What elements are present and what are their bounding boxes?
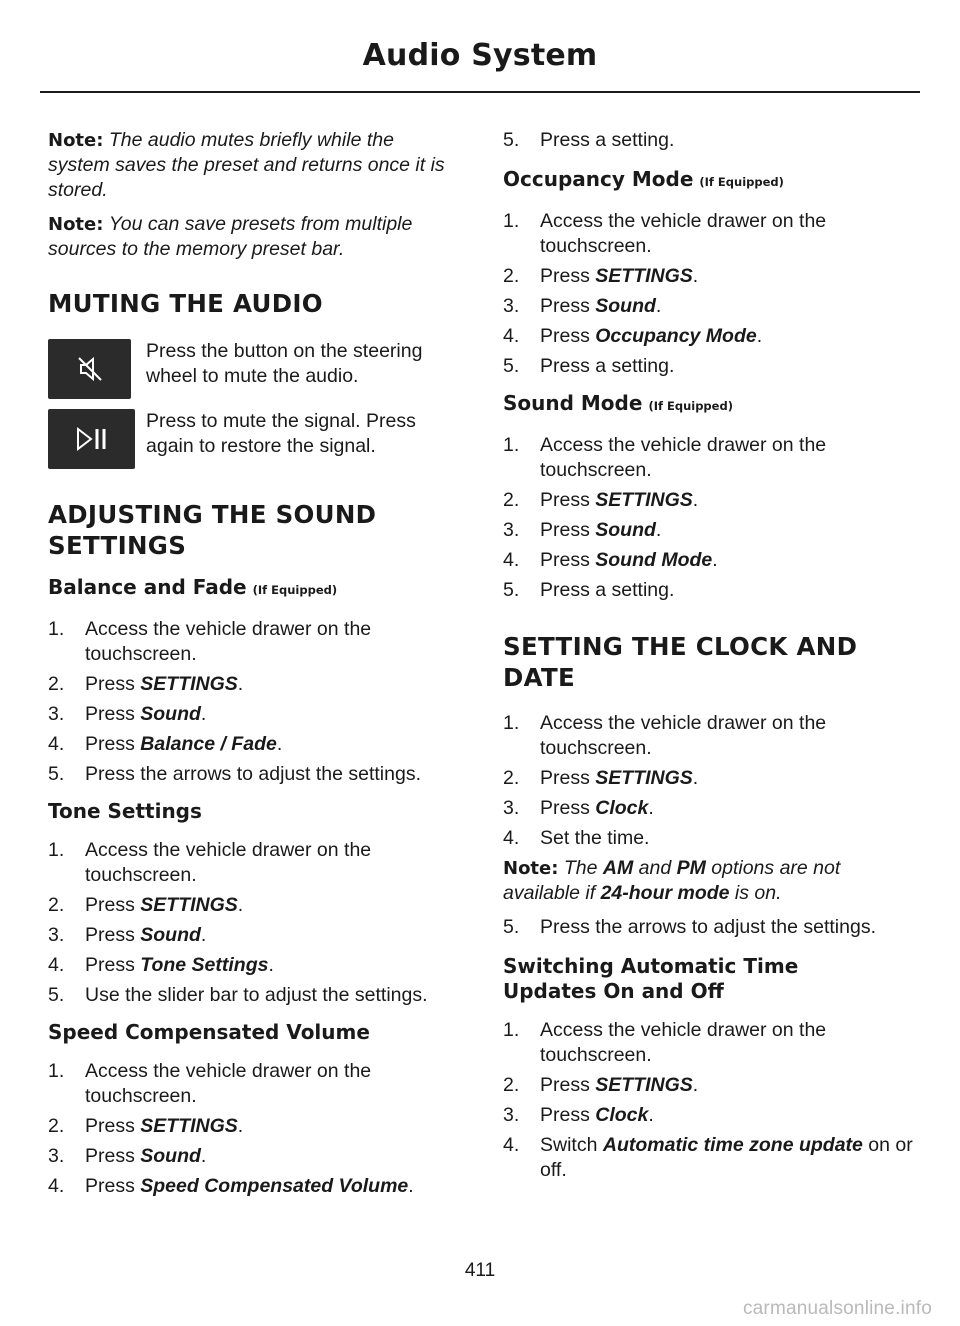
step-emphasis: SETTINGS bbox=[595, 489, 693, 511]
step-number: 5. bbox=[503, 129, 520, 151]
note-text: You can save presets from multiple sources to the memory preset bar. bbox=[48, 213, 413, 260]
step-text: Press bbox=[540, 265, 596, 287]
step-text: Press a setting. bbox=[540, 355, 675, 377]
step-number: 3. bbox=[48, 703, 65, 725]
step-text: Press bbox=[85, 924, 141, 946]
step-number: 5. bbox=[503, 579, 520, 601]
list-item bbox=[503, 1103, 915, 1128]
step-text: Press bbox=[85, 894, 141, 916]
list-item bbox=[503, 1073, 915, 1098]
left-column bbox=[48, 128, 460, 1204]
step-number: 1. bbox=[48, 1060, 65, 1082]
list-item bbox=[48, 983, 460, 1008]
list-item bbox=[48, 732, 460, 757]
step-suffix: . bbox=[237, 894, 244, 916]
heading-muting-audio: MUTING THE AUDIO bbox=[48, 289, 323, 318]
step-number: 4. bbox=[48, 1175, 65, 1197]
step-emphasis: Clock bbox=[595, 1104, 649, 1126]
list-item bbox=[503, 711, 915, 761]
list-item bbox=[503, 826, 915, 851]
note-preset-mute bbox=[48, 128, 460, 203]
step-text: Press bbox=[85, 703, 141, 725]
step-number: 4. bbox=[503, 325, 520, 347]
soundmode-steps bbox=[503, 433, 915, 603]
subheading-speed-compensated: Speed Compensated Volume bbox=[48, 1020, 370, 1044]
step-text: Press bbox=[85, 1145, 141, 1167]
step-text: Use the slider bar to adjust the settings. bbox=[85, 984, 428, 1006]
step-emphasis: Sound bbox=[140, 703, 201, 725]
occupancy-steps bbox=[503, 209, 915, 379]
note-text: and bbox=[633, 857, 677, 879]
step-number: 2. bbox=[503, 767, 520, 789]
list-item bbox=[503, 1133, 915, 1183]
step-emphasis: Automatic time zone update bbox=[602, 1134, 863, 1156]
subheading-automatic-time: Switching Automatic Time Updates On and Off bbox=[503, 954, 799, 1003]
step-suffix: . bbox=[237, 1115, 244, 1137]
mute-steering-text: Press the button on the steering wheel to mute the audio. bbox=[146, 340, 423, 387]
right-column bbox=[503, 128, 915, 1188]
list-item bbox=[48, 953, 460, 978]
step-text: Press bbox=[540, 1104, 596, 1126]
step-text: Press bbox=[540, 519, 596, 541]
note-label: Note: bbox=[48, 214, 104, 235]
list-item bbox=[503, 488, 915, 513]
step-text: Press bbox=[540, 1074, 596, 1096]
step-number: 3. bbox=[503, 519, 520, 541]
step-suffix: . bbox=[200, 1145, 207, 1167]
step-emphasis: Sound bbox=[595, 295, 656, 317]
step-emphasis: Sound bbox=[595, 519, 656, 541]
list-item bbox=[503, 796, 915, 821]
note-label: Note: bbox=[503, 858, 559, 879]
step-number: 2. bbox=[503, 1074, 520, 1096]
note-emphasis: PM bbox=[676, 857, 706, 879]
note-am-pm bbox=[503, 856, 915, 906]
list-item bbox=[503, 324, 915, 349]
step-text: Press bbox=[85, 1115, 141, 1137]
clock-steps-cont bbox=[503, 915, 915, 940]
balance-steps bbox=[48, 617, 460, 787]
step-number: 1. bbox=[503, 712, 520, 734]
note-text: options are not available if bbox=[503, 857, 841, 904]
step-suffix: . bbox=[692, 1074, 699, 1096]
step-text: Access the vehicle drawer on the touchscreen. bbox=[540, 712, 827, 759]
list-item bbox=[48, 762, 460, 787]
step-number: 5. bbox=[48, 984, 65, 1006]
step-number: 5. bbox=[48, 763, 65, 785]
step-text: Switch bbox=[540, 1134, 603, 1156]
step-number: 1. bbox=[48, 618, 65, 640]
list-item bbox=[48, 1059, 460, 1109]
clock-steps bbox=[503, 711, 915, 851]
mute-signal-row bbox=[48, 409, 460, 471]
heading-adjusting-sound: ADJUSTING THE SOUND SETTINGS bbox=[48, 500, 377, 560]
list-item bbox=[503, 548, 915, 573]
list-item bbox=[503, 354, 915, 379]
step-text: Press the arrows to adjust the settings. bbox=[85, 763, 421, 785]
step-number: 1. bbox=[503, 434, 520, 456]
list-item bbox=[48, 702, 460, 727]
note-preset-sources bbox=[48, 212, 460, 262]
step-suffix: . bbox=[655, 295, 662, 317]
step-number: 5. bbox=[503, 355, 520, 377]
step-text: Press bbox=[85, 954, 141, 976]
list-item bbox=[503, 578, 915, 603]
page-title: Audio System bbox=[362, 38, 598, 73]
if-equipped-badge: (If Equipped) bbox=[252, 583, 338, 597]
mute-signal-text: Press to mute the signal. Press again to restore the signal. bbox=[146, 410, 416, 457]
page-number: 411 bbox=[464, 1260, 496, 1281]
step-text: Access the vehicle drawer on the touchscreen. bbox=[540, 210, 827, 257]
step-suffix: . bbox=[756, 325, 763, 347]
step-text: Access the vehicle drawer on the touchscreen. bbox=[85, 1060, 372, 1107]
step-emphasis: Sound Mode bbox=[595, 549, 713, 571]
subheading-text: Balance and Fade bbox=[48, 575, 247, 599]
step-emphasis: SETTINGS bbox=[595, 767, 693, 789]
step-number: 4. bbox=[503, 1134, 520, 1156]
step-text: Set the time. bbox=[540, 827, 650, 849]
step-suffix: . bbox=[237, 673, 244, 695]
step-number: 4. bbox=[48, 954, 65, 976]
step-emphasis: Balance / Fade bbox=[140, 733, 277, 755]
step-suffix: . bbox=[200, 924, 207, 946]
step-suffix: . bbox=[276, 733, 283, 755]
step-emphasis: SETTINGS bbox=[595, 1074, 693, 1096]
step-emphasis: Occupancy Mode bbox=[595, 325, 757, 347]
step-emphasis: Tone Settings bbox=[140, 954, 269, 976]
step-text: Access the vehicle drawer on the touchscreen. bbox=[540, 1019, 827, 1066]
step-text: Press bbox=[540, 549, 596, 571]
step-number: 4. bbox=[503, 549, 520, 571]
if-equipped-badge: (If Equipped) bbox=[699, 175, 784, 189]
heading-clock-date: SETTING THE CLOCK AND DATE bbox=[503, 632, 858, 692]
step-number: 3. bbox=[503, 1104, 520, 1126]
step-text: Access the vehicle drawer on the touchscreen. bbox=[85, 839, 372, 886]
speaker-muted-icon bbox=[48, 339, 131, 399]
mute-steering-row bbox=[48, 339, 460, 401]
step-suffix: . bbox=[692, 489, 699, 511]
step-number: 3. bbox=[48, 924, 65, 946]
continued-steps bbox=[503, 128, 915, 153]
note-text: is on. bbox=[729, 882, 782, 904]
list-item bbox=[48, 617, 460, 667]
list-item bbox=[48, 672, 460, 697]
step-number: 3. bbox=[503, 797, 520, 819]
step-number: 2. bbox=[503, 265, 520, 287]
step-emphasis: SETTINGS bbox=[595, 265, 693, 287]
step-suffix: . bbox=[648, 797, 654, 819]
list-item bbox=[503, 209, 915, 259]
step-suffix: . bbox=[268, 954, 274, 976]
list-item bbox=[48, 1114, 460, 1139]
step-emphasis: Sound bbox=[140, 1145, 201, 1167]
step-text: Press a setting. bbox=[540, 129, 675, 151]
list-item bbox=[48, 893, 460, 918]
list-item bbox=[48, 1144, 460, 1169]
step-number: 2. bbox=[48, 1115, 65, 1137]
subheading-sound-mode bbox=[503, 391, 915, 419]
step-number: 3. bbox=[48, 1145, 65, 1167]
list-item bbox=[503, 294, 915, 319]
step-text: Press the arrows to adjust the settings. bbox=[540, 916, 876, 938]
step-suffix: . bbox=[692, 767, 699, 789]
list-item bbox=[503, 433, 915, 483]
note-label: Note: bbox=[48, 130, 104, 151]
step-number: 5. bbox=[503, 916, 520, 938]
step-suffix: . bbox=[648, 1104, 654, 1126]
step-suffix: . bbox=[692, 265, 699, 287]
tone-steps bbox=[48, 838, 460, 1008]
step-emphasis: SETTINGS bbox=[140, 673, 238, 695]
step-text: Access the vehicle drawer on the touchscreen. bbox=[540, 434, 827, 481]
step-text: Press bbox=[540, 767, 596, 789]
step-text: Press a setting. bbox=[540, 579, 675, 601]
subheading-balance-fade bbox=[48, 575, 460, 603]
step-suffix: . bbox=[712, 549, 718, 571]
step-text: Press bbox=[85, 1175, 141, 1197]
list-item bbox=[503, 264, 915, 289]
header-divider bbox=[40, 91, 920, 93]
step-number: 2. bbox=[48, 673, 65, 695]
step-emphasis: Sound bbox=[140, 924, 201, 946]
note-emphasis: 24-hour mode bbox=[600, 882, 730, 904]
subheading-text: Sound Mode bbox=[503, 391, 643, 415]
subheading-occupancy-mode bbox=[503, 167, 915, 195]
step-text: Press bbox=[85, 733, 141, 755]
list-item bbox=[48, 838, 460, 888]
list-item bbox=[48, 923, 460, 948]
step-suffix: on or off. bbox=[540, 1134, 913, 1181]
note-text: The audio mutes briefly while the system saves the preset and returns once it is stored. bbox=[48, 129, 445, 201]
play-pause-icon bbox=[48, 409, 135, 469]
list-item bbox=[48, 1174, 460, 1199]
note-text: The bbox=[563, 857, 603, 879]
step-number: 2. bbox=[503, 489, 520, 511]
step-number: 1. bbox=[48, 839, 65, 861]
step-text: Press bbox=[85, 673, 141, 695]
step-number: 1. bbox=[503, 1019, 520, 1041]
subheading-tone-settings: Tone Settings bbox=[48, 799, 202, 823]
list-item bbox=[503, 1018, 915, 1068]
step-text: Press bbox=[540, 797, 596, 819]
step-number: 1. bbox=[503, 210, 520, 232]
watermark: carmanualsonline.info bbox=[742, 1298, 932, 1319]
step-number: 3. bbox=[503, 295, 520, 317]
step-emphasis: Clock bbox=[595, 797, 649, 819]
step-text: Access the vehicle drawer on the touchscreen. bbox=[85, 618, 372, 665]
note-emphasis: AM bbox=[602, 857, 634, 879]
speed-steps bbox=[48, 1059, 460, 1199]
step-text: Press bbox=[540, 489, 596, 511]
step-emphasis: SETTINGS bbox=[140, 894, 238, 916]
list-item bbox=[503, 766, 915, 791]
step-emphasis: Speed Compensated Volume bbox=[140, 1175, 409, 1197]
step-suffix: . bbox=[200, 703, 207, 725]
step-number: 4. bbox=[48, 733, 65, 755]
list-item bbox=[503, 518, 915, 543]
auto-steps bbox=[503, 1018, 915, 1183]
step-emphasis: SETTINGS bbox=[140, 1115, 238, 1137]
subheading-text: Occupancy Mode bbox=[503, 167, 694, 191]
step-suffix: . bbox=[408, 1175, 414, 1197]
list-item bbox=[503, 128, 915, 153]
step-number: 2. bbox=[48, 894, 65, 916]
step-text: Press bbox=[540, 295, 596, 317]
list-item bbox=[503, 915, 915, 940]
step-number: 4. bbox=[503, 827, 520, 849]
step-text: Press bbox=[540, 325, 596, 347]
if-equipped-badge: (If Equipped) bbox=[648, 399, 733, 413]
step-suffix: . bbox=[655, 519, 662, 541]
